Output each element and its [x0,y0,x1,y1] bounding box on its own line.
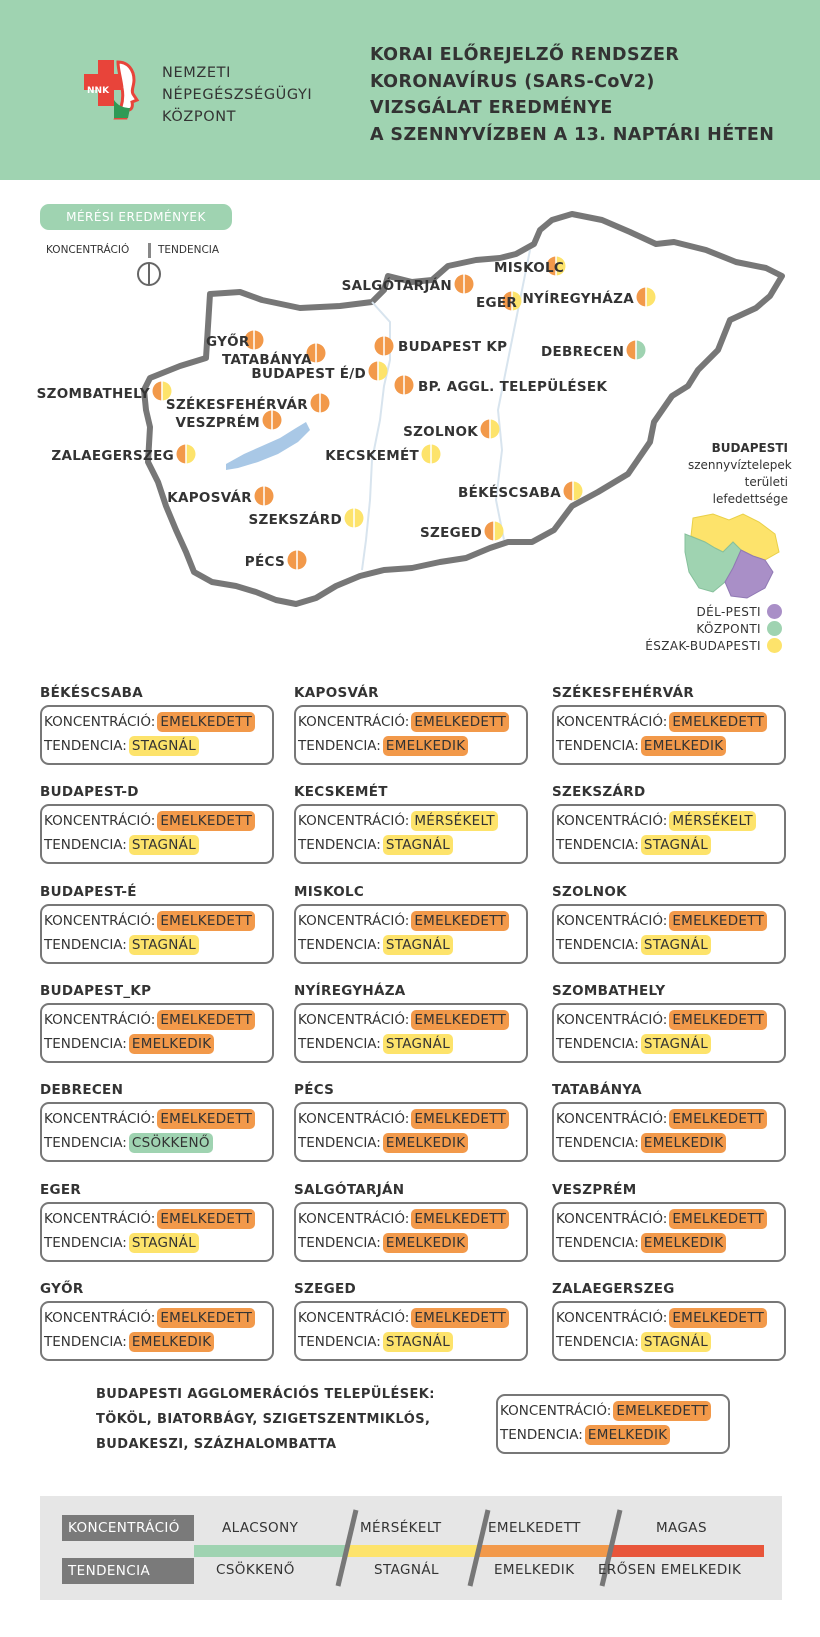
agglomeration-concentration-badge: EMELKEDETT [613,1401,711,1421]
tendency-badge: EMELKEDIK [641,1133,727,1153]
concentration-badge: EMELKEDETT [669,712,767,732]
city-card: KONCENTRÁCIÓ: MÉRSÉKELT TENDENCIA: STAGNÁL [294,804,528,864]
city-label: SZEGED [419,525,482,541]
concentration-badge: MÉRSÉKELT [669,811,756,831]
city-marker [395,376,608,396]
organization-name: NEMZETI NÉPEGÉSZSÉGÜGYI KÖZPONT [162,65,313,125]
header-banner [0,0,820,180]
card-city-name: SZÉKESFEHÉRVÁR [552,685,695,701]
city-card: KONCENTRÁCIÓ: EMELKEDETT TENDENCIA: STAGNÁL [552,1301,786,1361]
logo-text: NNK [87,86,110,96]
card-city-name: EGER [40,1181,82,1198]
tendency-badge: STAGNÁL [641,1034,711,1054]
tendency-badge: EMELKEDIK [383,736,469,756]
city-marker [166,394,330,414]
city-marker [206,331,264,351]
concentration-badge: EMELKEDETT [157,811,255,831]
concentration-badge: MÉRSÉKELT [411,811,498,831]
city-card: KONCENTRÁCIÓ: EMELKEDETT TENDENCIA: EMELKEDIK [40,1301,274,1361]
legend-eszak-budapesti: ÉSZAK-BUDAPESTI [645,638,782,653]
city-card: KONCENTRÁCIÓ: EMELKEDETT TENDENCIA: STAGNÁL [552,1003,786,1063]
scale-conc-level: EMELKEDETT [488,1520,581,1536]
tendency-badge: EMELKEDIK [383,1233,469,1253]
concentration-badge: EMELKEDETT [669,1209,767,1229]
concentration-badge: EMELKEDETT [669,1308,767,1328]
city-label: KECSKEMÉT [325,448,419,464]
card-city-name: VESZPRÉM [552,1181,637,1198]
card-city-name: SALGÓTARJÁN [294,1181,405,1198]
tendency-badge: STAGNÁL [641,1332,711,1352]
legend-kozponti: KÖZPONTI [696,621,782,636]
card-city-name: BÉKÉSCSABA [40,685,143,701]
city-card: KONCENTRÁCIÓ: EMELKEDETT TENDENCIA: EMELKEDIK [40,1003,274,1063]
city-card: KONCENTRÁCIÓ: EMELKEDETT TENDENCIA: STAGNÁL [294,904,528,964]
city-label: PÉCS [244,554,285,570]
city-label: SZÉKESFEHÉRVÁR [165,397,308,413]
city-card: KONCENTRÁCIÓ: EMELKEDETT TENDENCIA: EMELKEDIK [552,1202,786,1262]
concentration-badge: EMELKEDETT [411,1010,509,1030]
card-city-name: KECSKEMÉT [294,784,388,801]
legend-concentration-label: KONCENTRÁCIÓ [46,244,130,256]
city-card: KONCENTRÁCIÓ: EMELKEDETT TENDENCIA: STAGNÁL [552,904,786,964]
tendency-badge: CSÖKKENŐ [129,1133,213,1153]
city-label: NYÍREGYHÁZA [522,291,634,307]
card-city-name: ZALAEGERSZEG [552,1280,675,1297]
city-card: KONCENTRÁCIÓ: EMELKEDETT TENDENCIA: EMELKEDIK [294,1102,528,1162]
scale-conc-level: ALACSONY [222,1520,299,1536]
concentration-badge: EMELKEDETT [411,1209,509,1229]
concentration-badge: EMELKEDETT [157,1209,255,1229]
tendency-badge: EMELKEDIK [129,1332,215,1352]
legend-tendency-label: TENDENCIA [158,244,220,256]
scale-color-bar [40,1496,782,1600]
tendency-badge: STAGNÁL [129,736,199,756]
city-label: ZALAEGERSZEG [51,448,174,464]
city-label: SZEKSZÁRD [248,512,342,528]
city-marker [51,445,195,465]
nnk-logo [84,60,144,120]
concentration-badge: EMELKEDETT [411,1109,509,1129]
city-label: SZOMBATHELY [36,386,150,402]
concentration-badge: EMELKEDETT [157,911,255,931]
city-label: BP. AGGL. TELEPÜLÉSEK [418,379,608,395]
scale-concentration-key: KONCENTRÁCIÓ [62,1515,194,1541]
city-label: BUDAPEST KP [398,339,508,355]
city-label: MISKOLC [494,260,565,276]
scale-tend-level: STAGNÁL [374,1562,439,1578]
city-label: GYŐR [206,334,250,350]
page-title: KORAI ELŐREJELZŐ RENDSZER KORONAVÍRUS (SARS-CoV2) VIZSGÁLAT EREDMÉNYE A SZENNYVÍZBEN A 13. NAPTÁRI HÉTEN [370,45,775,145]
card-city-name: SZOLNOK [552,883,627,900]
city-label: SZOLNOK [403,424,478,440]
card-city-name: MISKOLC [294,883,365,900]
city-label: SALGÓTARJÁN [341,278,452,294]
concentration-badge: EMELKEDETT [411,712,509,732]
tendency-badge: STAGNÁL [129,1233,199,1253]
budapest-district-map [683,512,783,600]
city-label: VESZPRÉM [175,415,260,431]
card-city-name: GYŐR [40,1280,84,1297]
city-card: KONCENTRÁCIÓ: EMELKEDETT TENDENCIA: STAGNÁL [40,1202,274,1262]
agglomeration-card: KONCENTRÁCIÓ: EMELKEDETT TENDENCIA: EMELKEDIK [496,1394,730,1454]
concentration-badge: EMELKEDETT [669,1010,767,1030]
concentration-badge: EMELKEDETT [157,1010,255,1030]
city-card: KONCENTRÁCIÓ: MÉRSÉKELT TENDENCIA: STAGNÁL [552,804,786,864]
city-card: KONCENTRÁCIÓ: EMELKEDETT TENDENCIA: STAGNÁL [40,705,274,765]
city-label: BÉKÉSCSABA [458,485,561,501]
legend-del-pesti: DÉL-PESTI [696,604,782,619]
city-marker [245,551,307,571]
city-card: KONCENTRÁCIÓ: EMELKEDETT TENDENCIA: STAGNÁL [40,904,274,964]
concentration-badge: EMELKEDETT [157,1308,255,1328]
city-marker [476,292,522,312]
tendency-badge: EMELKEDIK [383,1133,469,1153]
city-marker [541,341,646,361]
city-card: KONCENTRÁCIÓ: EMELKEDETT TENDENCIA: EMELKEDIK [552,705,786,765]
city-card: KONCENTRÁCIÓ: EMELKEDETT TENDENCIA: STAGNÁL [294,1003,528,1063]
tendency-badge: STAGNÁL [383,835,453,855]
scale-tend-level: ERŐSEN EMELKEDIK [598,1562,742,1578]
city-card: KONCENTRÁCIÓ: EMELKEDETT TENDENCIA: EMELKEDIK [294,1202,528,1262]
agglomeration-tendency-badge: EMELKEDIK [585,1425,671,1445]
concentration-badge: EMELKEDETT [411,1308,509,1328]
concentration-badge: EMELKEDETT [157,712,255,732]
tendency-badge: EMELKEDIK [641,736,727,756]
tendency-badge: STAGNÁL [129,835,199,855]
agglomeration-towns: BUDAPESTI AGGLOMERÁCIÓS TELEPÜLÉSEK: TÖKÖL, BIATORBÁGY, SZIGETSZENTMIKLÓS, BUDAKESZI, SZÁZHALOMBATTA [96,1387,435,1452]
city-label: KAPOSVÁR [167,490,252,506]
concentration-badge: EMELKEDETT [669,1109,767,1129]
tendency-badge: STAGNÁL [641,835,711,855]
scale-tend-level: EMELKEDIK [494,1562,575,1578]
city-card: KONCENTRÁCIÓ: EMELKEDETT TENDENCIA: STAGNÁL [294,1301,528,1361]
tendency-badge: STAGNÁL [383,1034,453,1054]
tendency-badge: STAGNÁL [641,935,711,955]
tendency-badge: STAGNÁL [129,935,199,955]
card-city-name: BUDAPEST_KP [40,982,152,999]
card-city-name: BUDAPEST-É [40,883,137,900]
card-city-name: NYÍREGYHÁZA [294,982,406,999]
city-marker [494,257,566,277]
card-city-name: KAPOSVÁR [294,685,379,701]
card-city-name: SZOMBATHELY [552,982,666,999]
card-city-name: TATABÁNYA [552,1082,642,1099]
scale-tend-level: CSÖKKENŐ [216,1562,295,1578]
concentration-badge: EMELKEDETT [669,911,767,931]
tendency-badge: STAGNÁL [383,1332,453,1352]
scale-conc-level: MÉRSÉKELT [360,1520,442,1536]
city-card: KONCENTRÁCIÓ: EMELKEDETT TENDENCIA: STAGNÁL [40,804,274,864]
city-label: DEBRECEN [541,344,625,360]
card-city-name: SZEGED [294,1280,357,1297]
card-city-name: SZEKSZÁRD [552,784,646,801]
tendency-badge: STAGNÁL [383,935,453,955]
city-label: EGER [476,295,518,311]
card-city-name: BUDAPEST-D [40,784,139,801]
city-card: KONCENTRÁCIÓ: EMELKEDETT TENDENCIA: CSÖKKENŐ [40,1102,274,1162]
scale-conc-level: MAGAS [656,1520,707,1536]
city-card: KONCENTRÁCIÓ: EMELKEDETT TENDENCIA: EMELKEDIK [294,705,528,765]
tendency-badge: EMELKEDIK [641,1233,727,1253]
scale-legend [40,1496,782,1600]
card-city-name: DEBRECEN [40,1082,124,1099]
concentration-badge: EMELKEDETT [157,1109,255,1129]
city-card: KONCENTRÁCIÓ: EMELKEDETT TENDENCIA: EMELKEDIK [552,1102,786,1162]
city-marker [420,522,504,542]
concentration-badge: EMELKEDETT [411,911,509,931]
budapest-coverage-title: BUDAPESTI szennyvíztelepek területi lefedettsége [688,441,792,506]
scale-tendency-key: TENDENCIA [62,1558,194,1584]
card-city-name: PÉCS [294,1082,335,1099]
city-label: TATABÁNYA [222,352,312,368]
tendency-badge: EMELKEDIK [129,1034,215,1054]
measurement-results-pill: MÉRÉSI EREDMÉNYEK [40,204,232,230]
city-label: BUDAPEST É/D [251,366,366,382]
